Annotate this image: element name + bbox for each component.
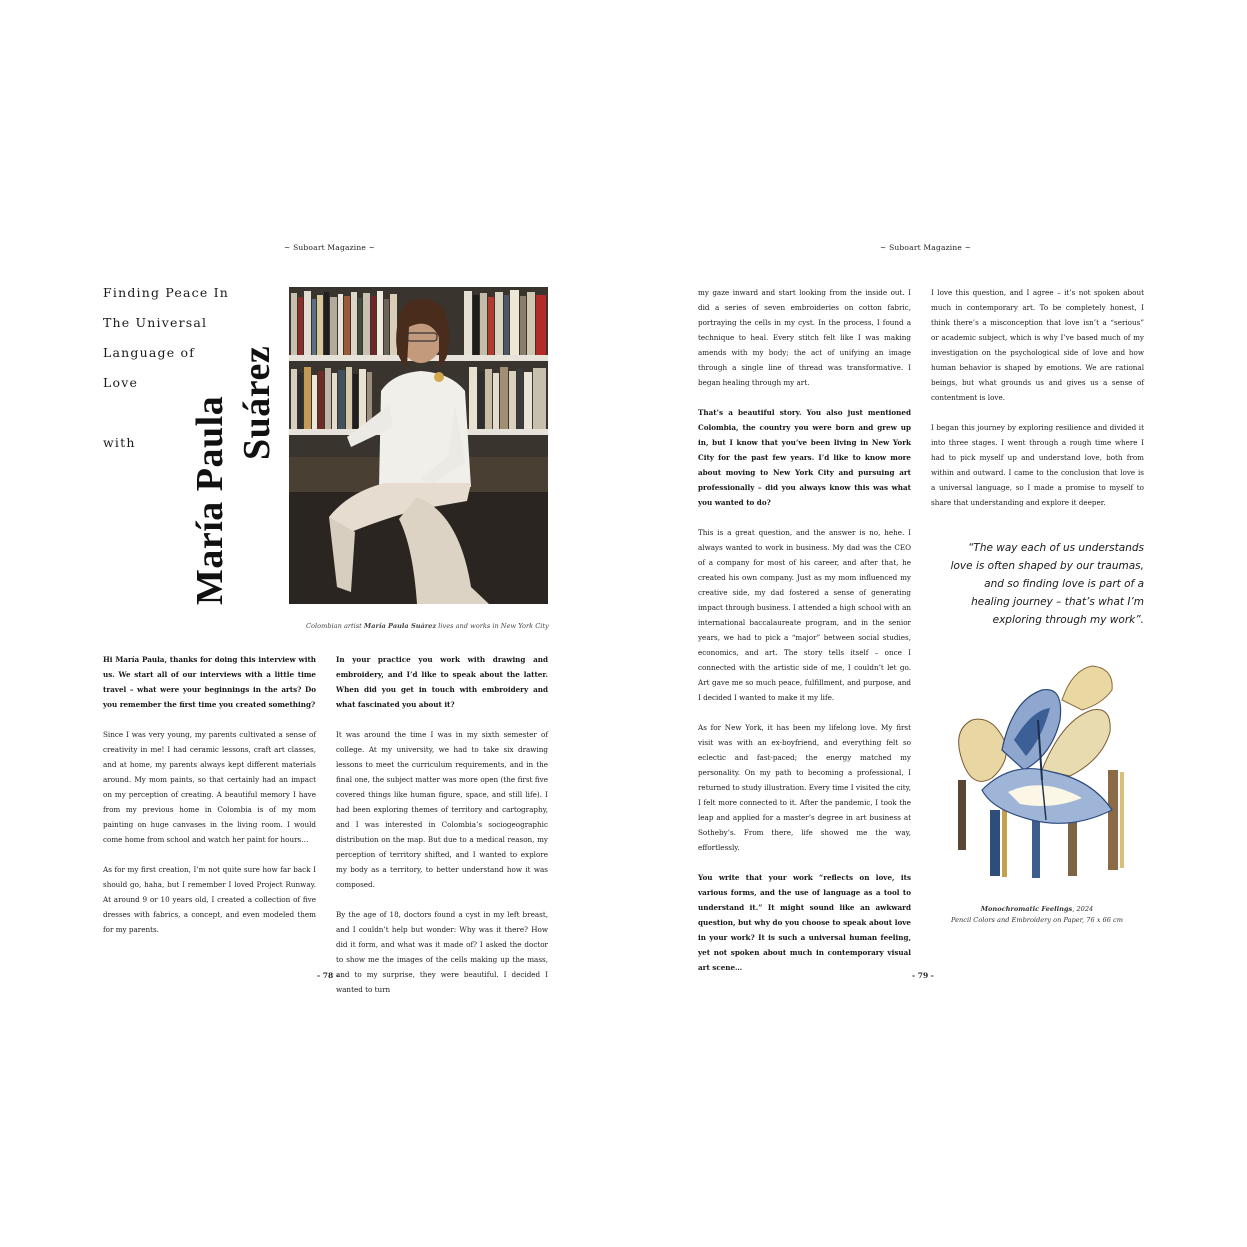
artwork-image bbox=[942, 660, 1142, 880]
interview-answer: This is a great question, and the answer is no, hehe. I always wanted to work in business. My dad was the CEO of a company for most of his career, and after that, he created his own company. Just as my mom influenced my creative side, my dad fostered a sense of generating impact through business. I attended a high school with an international baccalaureate program, and in the senior years, we had to pick a “major” between social studies, economics, and art. The story tells itself – once I connected with the artistic side of me, I couldn’t let go. Art gave me so much peace, fulfillment, and purpose, and I decided I wanted to make it my life. bbox=[698, 528, 911, 702]
caption-text: Colombian artist bbox=[306, 622, 364, 630]
page-number: - 79 - bbox=[912, 971, 934, 980]
article-title-line: Language of bbox=[103, 345, 196, 360]
text-column-2 bbox=[336, 652, 548, 1012]
interview-answer: my gaze inward and start looking from the inside out. I did a series of seven embroideries on cotton fabric, portraying the cells in my cyst. In the process, I found a technique to heal. Every stitch felt like I was making amends with my body; the act of unifying an image through a single line of thread was transformative. I began healing through my art. bbox=[698, 288, 911, 387]
page-number: - 78 - bbox=[317, 971, 339, 980]
article-title-line: Finding Peace In bbox=[103, 285, 230, 300]
interview-answer: As for my first creation, I’m not quite sure how far back I should go, haha, but I remember I loved Project Runway. At around 9 or 10 years old, I created a collection of five dresses with fabrics, a concept, and even modeled them for my parents. bbox=[103, 865, 316, 934]
artwork-caption bbox=[924, 904, 1150, 926]
right-page bbox=[624, 0, 1247, 1247]
running-head: ~ Suboart Magazine ~ bbox=[284, 243, 376, 252]
artwork-year: , 2024 bbox=[1072, 905, 1094, 913]
text-column-2 bbox=[931, 285, 1144, 525]
interview-answer: I began this journey by exploring resilience and divided it into three stages. I went through a rough time where I had to pick myself up and understand love, both from within and outward. I came to the conclusion that love is a universal language, so I made a promise to myself to share that understanding and explore it deeper. bbox=[931, 423, 1144, 507]
interview-answer: As for New York, it has been my lifelong love. My first visit was with an ex-boyfriend, and everything felt so eclectic and fast-paced; the energy matched my personality. On my path to becoming a professional, I returned to study illustration. Every time I visited the city, I felt more connected to it. After the pandemic, I took the leap and applied for a master’s degree in art business at Sotheby’s. From there, life showed me the way, effortlessly. bbox=[698, 723, 911, 852]
interview-answer: It was around the time I was in my sixth semester of college. At my university, we had to take six drawing lessons to meet the curriculum requirements, and in the final one, the subject matter was more open (the first five covered things like human figure, space, and still life). I had been exploring themes of territory and cartography, and I was interested in Colombia’s sociogeographic distribution on the map. But due to a medical reason, my perception of territory shifted, and I wanted to explore my body as a territory, to better understand how it was composed. bbox=[336, 730, 548, 889]
interview-question: In your practice you work with drawing and embroidery, and I’d like to speak about the latter. When did you get in touch with embroidery and what fascinated you about it? bbox=[336, 655, 548, 709]
pull-quote: “The way each of us understands love is often shaped by our traumas, and so finding love is part of a healing journey – that’s what I’m exploring through my work”. bbox=[950, 542, 1144, 626]
artist-portrait-photo bbox=[289, 287, 548, 604]
article-title-line: Love bbox=[103, 375, 139, 390]
artwork-medium: Pencil Colors and Embroidery on Paper, 76 x 66 cm bbox=[951, 916, 1123, 924]
text-column-1 bbox=[103, 652, 316, 952]
caption-text: lives and works in New York City bbox=[436, 622, 549, 630]
artist-name-line-2: Suárez bbox=[236, 345, 278, 460]
interview-question: Hi María Paula, thanks for doing this interview with us. We start all of our interviews with a little time travel – what were your beginnings in the arts? Do you remember the first time you created something? bbox=[103, 655, 316, 709]
interview-answer: Since I was very young, my parents cultivated a sense of creativity in me! I had ceramic lessons, craft art classes, and at home, my parents always kept different materials around. My mom paints, so that certainly had an impact on my perception of creating. A beautiful memory I have from my previous home in Colombia is of my mom painting on huge canvases in the living room. I would come home from school and watch her paint for hours… bbox=[103, 730, 316, 844]
running-head: ~ Suboart Magazine ~ bbox=[880, 243, 972, 252]
article-title-line: The Universal bbox=[103, 315, 208, 330]
text-column-1 bbox=[698, 285, 911, 990]
interview-question: That’s a beautiful story. You also just mentioned Colombia, the country you were born and grew up in, but I know that you’ve been living in New York City for the past few years. I’d like to know more about moving to New York City and pursuing art professionally – did you always know this was what you wanted to do? bbox=[698, 408, 911, 507]
interview-answer: I love this question, and I agree – it’s not spoken about much in contemporary art. To be completely honest, I think there’s a misconception that love isn’t a “serious” or academic subject, which is why I’ve based much of my investigation on the psychological side of love and how human behavior is shaped by emotions. We are rational beings, but what grounds us and gives us a sense of contentment is love. bbox=[931, 288, 1144, 402]
photo-caption bbox=[306, 622, 549, 630]
interview-answer: By the age of 18, doctors found a cyst in my left breast, and I couldn’t help but wonder: Why was it there? How did it form, and what was it made of? I asked the doctor to show me the images of the cells making up the mass, and to my surprise, they were beautiful. I decided I wanted to turn bbox=[336, 910, 548, 994]
interview-question: You write that your work “reflects on love, its various forms, and the use of language as a tool to understand it.” It might sound like an awkward question, but why do you choose to speak about love in your work? It is such a universal human feeling, yet not spoken about much in contemporary visual art scene… bbox=[698, 873, 911, 972]
caption-artist-name: María Paula Suárez bbox=[363, 622, 437, 630]
artist-name-line-1: María Paula bbox=[189, 395, 231, 605]
left-page bbox=[0, 0, 623, 1247]
artwork-caption-title-line bbox=[924, 904, 1150, 915]
artwork-title: Monochromatic Feelings bbox=[980, 905, 1073, 913]
article-title-with: with bbox=[103, 435, 136, 450]
